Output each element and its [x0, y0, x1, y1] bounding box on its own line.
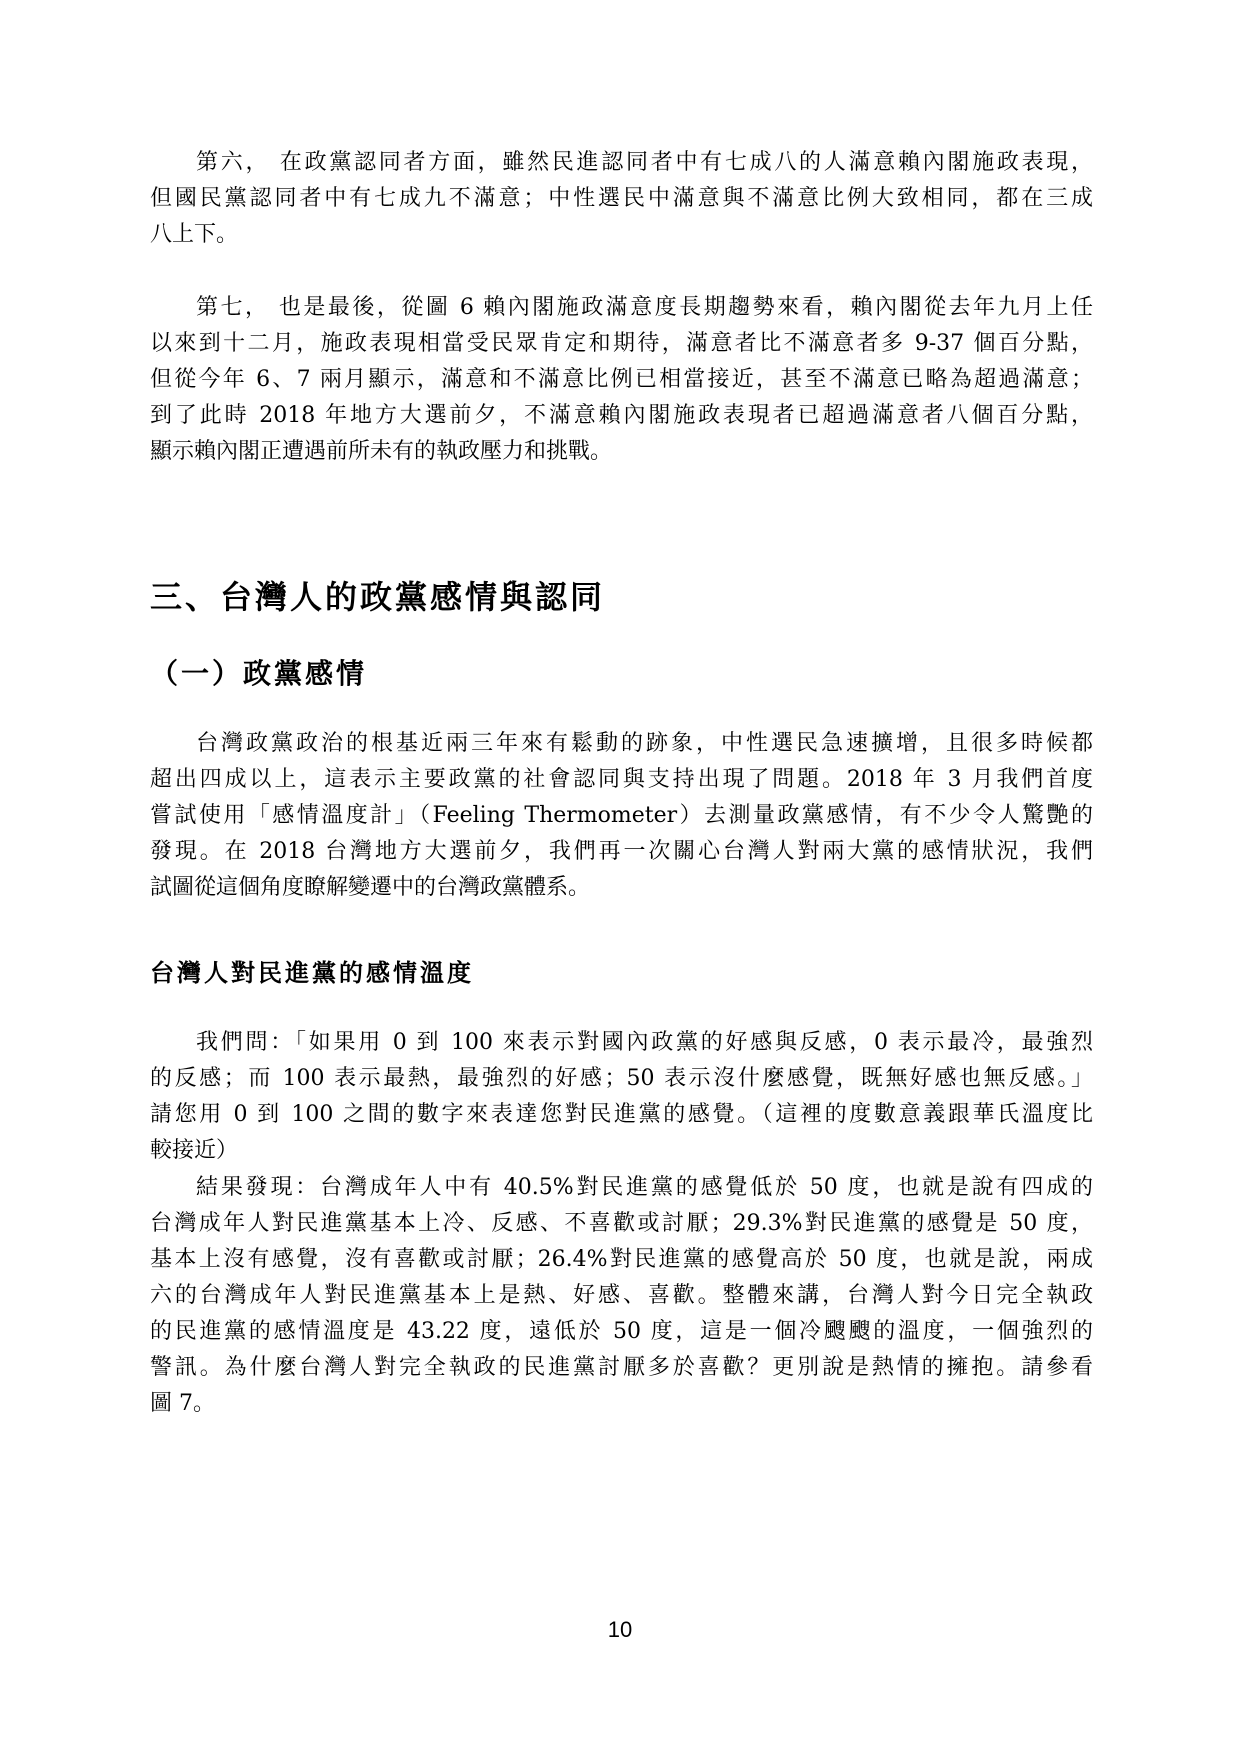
paragraph-line: 但國民黨認同者中有七成九不滿意；中性選民中滿意與不滿意比例大致相同，都在三成 [150, 186, 1093, 211]
minor-heading: 台灣人對民進黨的感情溫度 [150, 958, 474, 987]
paragraph-line: 但從今年 6、7 兩月顯示，滿意和不滿意比例已相當接近，甚至不滿意已略為超過滿意； [150, 367, 1093, 392]
paragraph-line: 發現。在 2018 台灣地方大選前夕，我們再一次關心台灣人對兩大黨的感情狀況，我們 [150, 839, 1093, 864]
paragraph-line: 到了此時 2018 年地方大選前夕，不滿意賴內閣施政表現者已超過滿意者八個百分點， [150, 403, 1093, 428]
paragraph-survey-question [150, 1025, 1093, 1169]
paragraph-party-sentiment-intro [150, 726, 1093, 906]
paragraph-line: 顯示賴內閣正遭遇前所未有的執政壓力和挑戰。 [150, 439, 613, 464]
paragraph-line: 警訊。為什麼台灣人對完全執政的民進黨討厭多於喜歡？更別說是熱情的擁抱。請參看 [150, 1355, 1093, 1380]
paragraph-sixth-point [150, 145, 1093, 253]
paragraph-seventh-point [150, 290, 1093, 470]
paragraph-line: 六的台灣成年人對民進黨基本上是熱、好感、喜歡。整體來講，台灣人對今日完全執政 [150, 1283, 1093, 1308]
paragraph-survey-result [150, 1170, 1093, 1422]
paragraph-line: 台灣成年人對民進黨基本上冷、反感、不喜歡或討厭；29.3%對民進黨的感覺是 50 度， [150, 1211, 1093, 1236]
paragraph-line: 較接近） [150, 1138, 239, 1163]
paragraph-line: 第六， 在政黨認同者方面，雖然民進認同者中有七成八的人滿意賴內閣施政表現， [196, 150, 1093, 175]
paragraph-line: 台灣政黨政治的根基近兩三年來有鬆動的跡象，中性選民急速擴增，且很多時候都 [196, 731, 1093, 756]
paragraph-line: 圖 7。 [150, 1391, 215, 1416]
paragraph-line: 基本上沒有感覺，沒有喜歡或討厭；26.4%對民進黨的感覺高於 50 度，也就是說，兩成 [150, 1247, 1093, 1272]
paragraph-line: 的民進黨的感情溫度是 43.22 度，遠低於 50 度，這是一個冷颼颼的溫度，一個強烈的 [150, 1319, 1093, 1344]
paragraph-line: 以來到十二月，施政表現相當受民眾肯定和期待，滿意者比不滿意者多 9-37 個百分點， [150, 331, 1093, 356]
paragraph-line: 第七， 也是最後，從圖 6 賴內閣施政滿意度長期趨勢來看，賴內閣從去年九月上任 [196, 295, 1093, 320]
paragraph-line: 八上下。 [150, 222, 239, 247]
paragraph-line: 試圖從這個角度瞭解變遷中的台灣政黨體系。 [150, 875, 591, 900]
subsection-heading: （一）政黨感情 [150, 657, 368, 690]
paragraph-line: 的反感；而 100 表示最熱，最強烈的好感；50 表示沒什麼感覺，既無好感也無反感。」 [150, 1066, 1093, 1091]
page-number: 10 [607, 1617, 633, 1642]
paragraph-line: 嘗試使用「感情溫度計」（Feeling Thermometer）去測量政黨感情，有不少令人驚艷的 [150, 803, 1093, 828]
paragraph-line: 結果發現：台灣成年人中有 40.5%對民進黨的感覺低於 50 度，也就是說有四成的 [196, 1175, 1093, 1200]
paragraph-line: 超出四成以上，這表示主要政黨的社會認同與支持出現了問題。2018 年 3 月我們首度 [150, 767, 1093, 792]
section-heading: 三、台灣人的政黨感情與認同 [150, 578, 606, 616]
paragraph-line: 我們問：「如果用 0 到 100 來表示對國內政黨的好感與反感，0 表示最冷，最強烈 [196, 1030, 1093, 1055]
paragraph-line: 請您用 0 到 100 之間的數字來表達您對民進黨的感覺。（這裡的度數意義跟華氏溫度比 [150, 1102, 1093, 1127]
